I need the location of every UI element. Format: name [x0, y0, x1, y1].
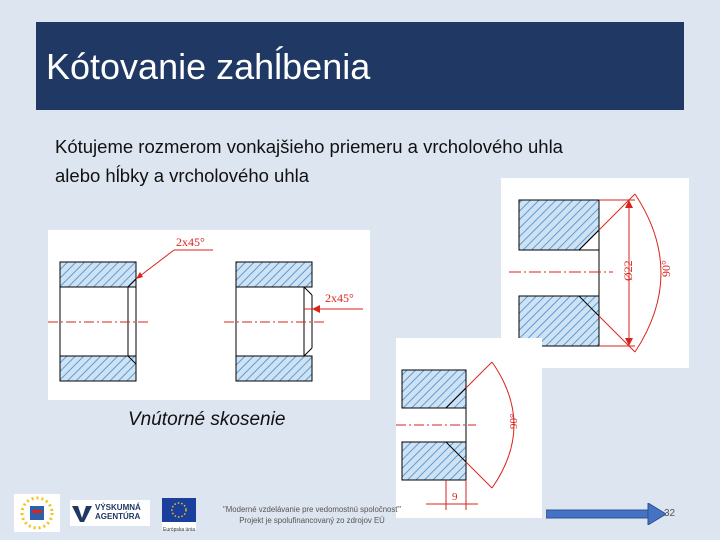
footer-note	[222, 504, 402, 526]
countersink-depth-figure	[396, 338, 542, 518]
chamfer-drawing-b	[224, 262, 363, 381]
agency-line-2: AGENTÚRA	[95, 512, 141, 521]
ministry-logo	[14, 494, 60, 532]
title-bar	[36, 22, 684, 110]
eu-logo	[162, 498, 196, 533]
page-number: 32	[664, 508, 676, 519]
countersink-depth-panel	[396, 338, 542, 518]
chamfer-figure	[48, 230, 370, 400]
agency-mark-icon	[70, 500, 94, 526]
angle-label-bottom: 90°	[508, 413, 520, 429]
slide-title: Kótovanie zahĺbenia	[46, 46, 371, 87]
eu-label: Európska únia	[163, 527, 195, 533]
chamfer-label-b: 2x45°	[325, 291, 354, 305]
chamfer-drawing-a	[48, 235, 213, 381]
diameter-label: Ø22	[621, 260, 635, 281]
angle-label-top: 90°	[659, 260, 673, 277]
chamfer-label-a: 2x45°	[176, 235, 205, 249]
body-line-1: Kótujeme rozmerom vonkajšieho priemeru a vrcholového uhla	[55, 136, 563, 157]
chamfer-figure-panel	[48, 230, 370, 400]
agency-line-1: VÝSKUMNÁ	[95, 503, 141, 512]
footer-note-line-2: Projekt je spolufinancovaný zo zdrojov EÚ	[239, 516, 385, 525]
research-agency-logo	[70, 500, 150, 526]
footer-note-line-1: "Moderné vzdelávanie pre vedomostnú spoločnosť"	[223, 505, 401, 514]
ministry-crest-icon	[14, 494, 60, 532]
next-slide-arrow-icon[interactable]	[546, 503, 666, 525]
depth-label: 9	[452, 491, 458, 503]
figure-caption: Vnútorné skosenie	[128, 409, 286, 430]
eu-flag-icon	[162, 498, 196, 522]
body-line-2: alebo hĺbky a vrcholového uhla	[55, 165, 310, 186]
